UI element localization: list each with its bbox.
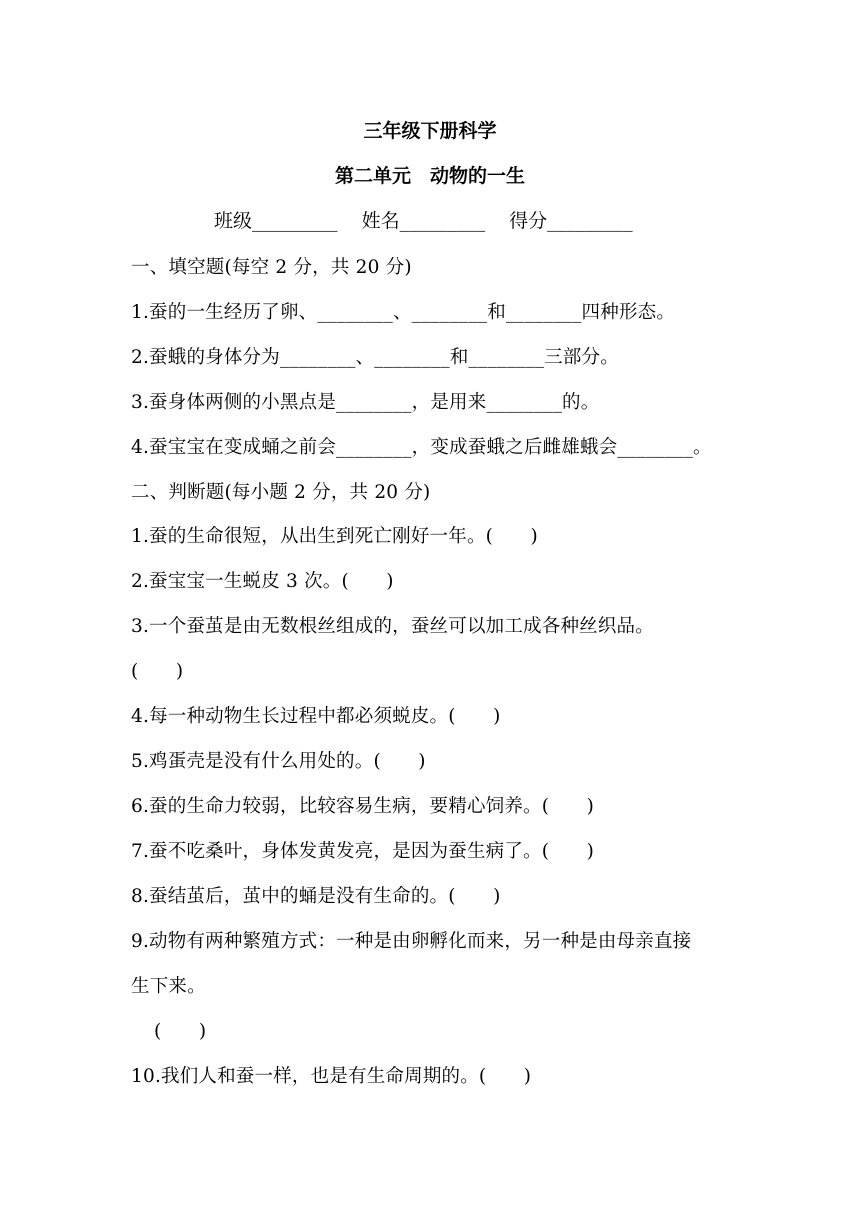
- unit-title: 第二单元 动物的一生: [334, 165, 525, 187]
- judge-question-10: 10.我们人和蚕一样，也是有生命周期的。( ): [131, 1066, 532, 1087]
- name-field: 姓名_________: [361, 210, 486, 232]
- judge-question-3-bracket: ( ): [131, 661, 184, 682]
- judge-question-1: 1.蚕的生命很短，从出生到死亡刚好一年。( ): [131, 526, 538, 547]
- judge-question-7: 7.蚕不吃桑叶，身体发黄发亮，是因为蚕生病了。( ): [131, 841, 594, 862]
- judge-question-5: 5.鸡蛋壳是没有什么用处的。( ): [131, 751, 426, 772]
- judge-question-3: 3.一个蚕茧是由无数根丝组成的，蚕丝可以加工成各种丝织品。: [131, 616, 654, 637]
- class-field: 班级_________: [214, 210, 338, 232]
- student-info-row: [214, 206, 651, 233]
- judge-question-8: 8.蚕结茧后，茧中的蛹是没有生命的。( ): [131, 886, 501, 907]
- judge-heading: 二、判断题(每小题 2 分，共 20 分): [131, 482, 431, 503]
- fill-blank-question-4: 4.蚕宝宝在变成蛹之前会________，变成蚕蛾之后雌雄蛾会________。: [131, 437, 712, 458]
- fill-blank-question-1: 1.蚕的一生经历了卵、________、________和________四种形态。: [131, 302, 676, 323]
- judge-question-9: 9.动物有两种繁殖方式：一种是由卵孵化而来，另一种是由母亲直接: [131, 931, 692, 952]
- fill-blank-question-2: 2.蚕蛾的身体分为________、________和________三部分。: [131, 347, 619, 368]
- page-title: 三年级下册科学: [363, 120, 497, 142]
- fill-blank-question-3: 3.蚕身体两侧的小黑点是________，是用来________的。: [131, 392, 600, 413]
- judge-question-6: 6.蚕的生命力较弱，比较容易生病，要精心饲养。( ): [131, 796, 594, 817]
- score-field: 得分_________: [509, 210, 633, 232]
- judge-question-9-bracket: ( ): [154, 1021, 207, 1042]
- judge-question-2: 2.蚕宝宝一生蜕皮 3 次。( ): [131, 571, 394, 592]
- judge-question-4: 4.每一种动物生长过程中都必须蜕皮。( ): [131, 706, 501, 727]
- fill-blank-heading: 一、填空题(每空 2 分，共 20 分): [131, 257, 412, 278]
- judge-question-9-continued: 生下来。: [131, 976, 206, 997]
